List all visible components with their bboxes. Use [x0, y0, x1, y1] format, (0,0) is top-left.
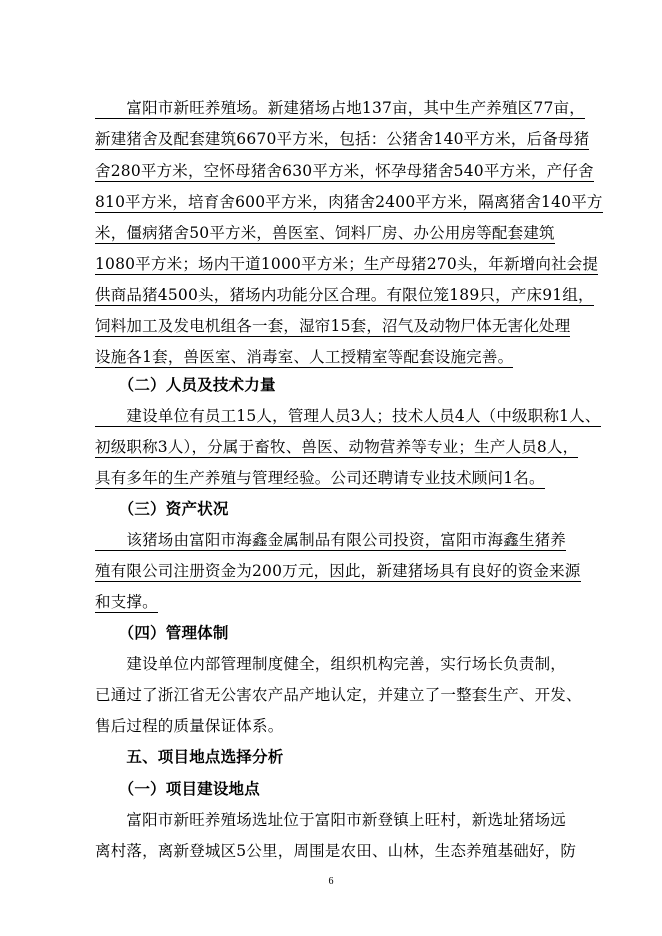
text-line	[95, 160, 594, 182]
line-text: （四）管理体制	[95, 624, 229, 642]
text-line	[95, 684, 582, 706]
line-text: 810平方米，培育舍600平方米，肉猪舍2400平方米，隔离猪舍140平方	[95, 193, 603, 211]
text-line	[95, 715, 283, 737]
page-number: 6	[328, 876, 334, 887]
text-line	[95, 97, 585, 119]
line-text: 建设单位有员工15人，管理人员3人；技术人员4人（中级职称1人、	[95, 407, 601, 425]
line-text: 殖有限公司注册资金为200万元，因此，新建猪场具有良好的资金来源	[95, 562, 581, 580]
text-line	[95, 591, 158, 613]
text-line	[95, 529, 566, 551]
line-text: 饲料加工及发电机组各一套，湿帘15套，沼气及动物尸体无害化处理	[95, 317, 571, 335]
line-text: 离村落，离新登城区5公里，周围是农田、山林，生态养殖基础好，防	[95, 842, 577, 860]
line-text: 五、项目地点选择分析	[95, 748, 284, 766]
text-line	[95, 315, 570, 337]
line-text: 米，僵病猪舍50平方米，兽医室、饲料厂房、办公用房等配套建筑	[95, 224, 555, 242]
text-line	[95, 222, 555, 244]
line-text: 新建猪舍及配套建筑6670平方米，包括：公猪舍140平方米，后备母猪	[95, 130, 590, 148]
line-text: 该猪场由富阳市海鑫金属制品有限公司投资，富阳市海鑫生猪养	[95, 531, 567, 549]
line-text: （二）人员及技术力量	[95, 376, 276, 394]
text-line	[95, 191, 603, 213]
line-text: （一）项目建设地点	[95, 780, 260, 798]
line-text: （三）资产状况	[95, 500, 229, 518]
section-heading	[95, 622, 229, 644]
text-line	[95, 128, 589, 150]
line-text: 具有多年的生产养殖与管理经验。公司还聘请专业技术顾问1名。	[95, 469, 545, 487]
text-line	[95, 653, 566, 675]
line-text: 已通过了浙江省无公害农产品产地认定，并建立了一整套生产、开发、	[95, 686, 582, 704]
text-line	[95, 809, 566, 831]
line-text: 售后过程的质量保证体系。	[95, 717, 284, 735]
line-text: 和支撑。	[95, 593, 158, 611]
section-heading	[95, 778, 260, 800]
section-heading	[95, 374, 276, 396]
section-heading	[95, 746, 283, 768]
text-line	[95, 405, 601, 427]
text-line	[95, 436, 578, 458]
section-heading	[95, 498, 229, 520]
line-text: 设施各1套，兽医室、消毒室、人工授精室等配套设施完善。	[95, 348, 514, 366]
text-line	[95, 284, 594, 306]
text-line	[95, 467, 545, 489]
line-text: 1080平方米；场内干道1000平方米；生产母猪270头，年新增向社会提	[95, 255, 599, 273]
line-text: 建设单位内部管理制度健全，组织机构完善，实行场长负责制，	[95, 655, 567, 673]
line-text: 舍280平方米，空怀母猪舍630平方米，怀孕母猪舍540平方米，产仔舍	[95, 162, 594, 180]
text-line	[95, 560, 581, 582]
line-text: 富阳市新旺养殖场。新建猪场占地137亩，其中生产养殖区77亩，	[95, 99, 585, 117]
line-text: 供商品猪4500头，猪场内功能分区合理。有限位笼189只，产床91组，	[95, 286, 594, 304]
text-line	[95, 840, 576, 862]
text-line	[95, 346, 513, 368]
text-line	[95, 253, 598, 275]
line-text: 富阳市新旺养殖场选址位于富阳市新登镇上旺村，新选址猪场远	[95, 811, 567, 829]
line-text: 初级职称3人），分属于畜牧、兽医、动物营养等专业；生产人员8人，	[95, 438, 579, 456]
